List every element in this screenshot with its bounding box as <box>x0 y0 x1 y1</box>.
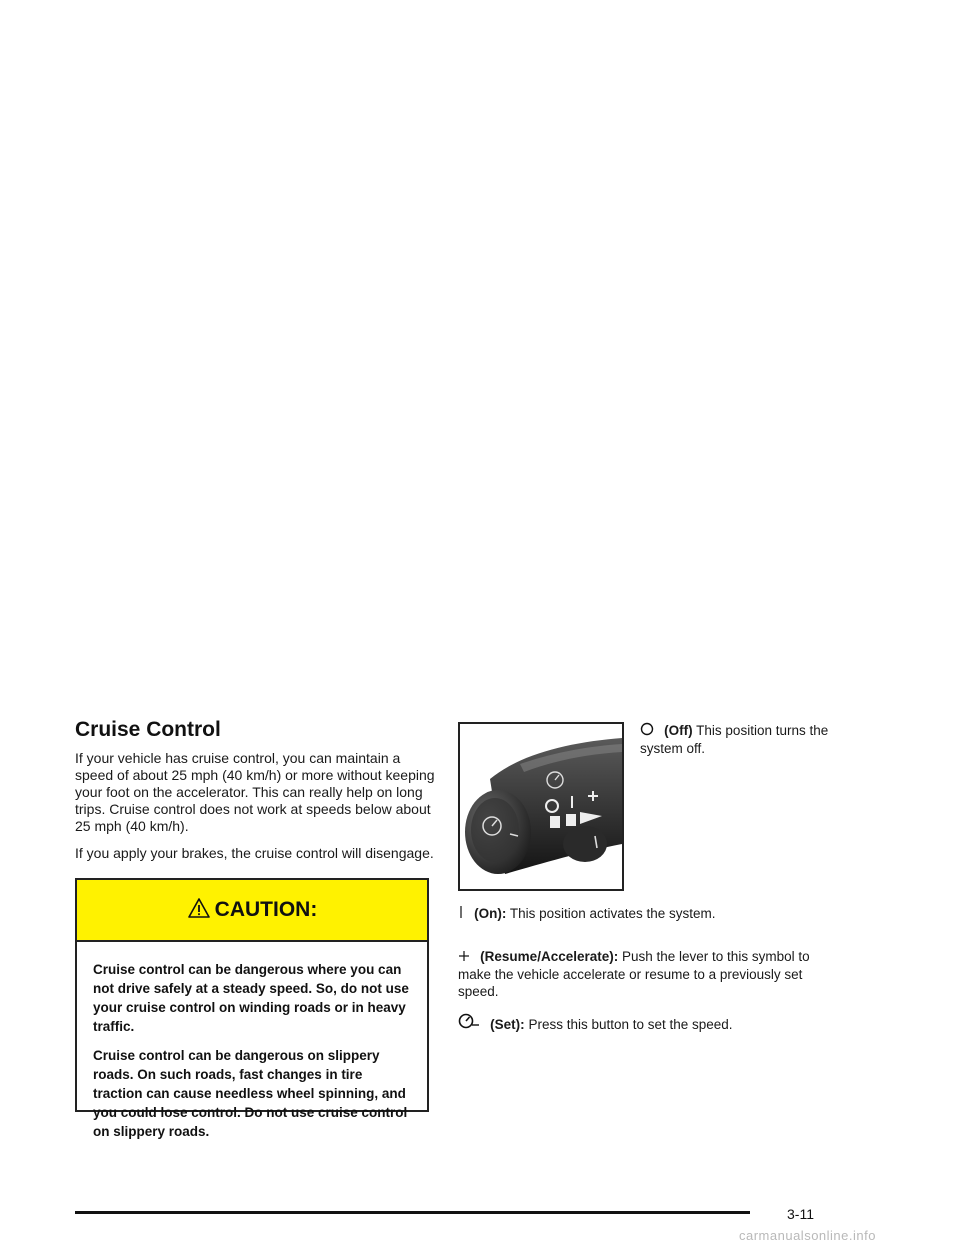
brake-paragraph: If you apply your brakes, the cruise control will disengage. <box>75 845 434 861</box>
resume-description <box>458 948 838 1000</box>
section-title: Cruise Control <box>75 718 221 741</box>
on-term: (On): <box>474 906 507 921</box>
footer-rule <box>75 1211 750 1214</box>
caution-paragraph: Cruise control can be dangerous on slippery roads. On such roads, fast changes in tire traction can cause needless wheel spinning, and you could lose control. Do not use cruise control on slippery roads. <box>93 1048 408 1139</box>
resume-term: (Resume/Accelerate): <box>480 949 619 964</box>
off-term: (Off) <box>664 723 693 738</box>
resume-text: Push the lever to this symbol to make the vehicle accelerate or resume to a previously set speed. <box>458 949 810 999</box>
caution-label: CAUTION: <box>214 898 318 921</box>
watermark: carmanualsonline.info <box>739 1228 876 1243</box>
intro-paragraph: If your vehicle has cruise control, you can maintain a speed of about 25 mph (40 km/h) or more without keeping your foot on the accelerator. This can really help on long trips. Cruise control does not work at speeds below about 25 mph (40 km/h). <box>75 750 435 834</box>
caution-paragraph: Cruise control can be dangerous where you can not drive safely at a steady speed. So, do not use your cruise control on winding roads or in heavy traffic. <box>93 962 409 1034</box>
bar-icon <box>458 906 468 923</box>
page-number: 3-11 <box>787 1206 814 1222</box>
plus-icon <box>458 949 474 966</box>
cruise-control-section <box>75 718 435 872</box>
warning-triangle-icon <box>187 897 211 924</box>
on-text: This position activates the system. <box>509 906 716 921</box>
caution-header <box>77 880 427 942</box>
caution-box <box>75 878 429 1139</box>
caution-body <box>77 942 427 1141</box>
off-text: This position turns the system off. <box>640 723 829 756</box>
on-description <box>458 905 838 923</box>
off-description <box>640 722 830 757</box>
cruise-lever-illustration <box>458 722 624 891</box>
circle-icon <box>640 723 658 740</box>
set-description <box>458 1012 838 1034</box>
speedometer-set-icon <box>458 1017 484 1034</box>
set-term: (Set): <box>490 1017 525 1032</box>
set-text: Press this button to set the speed. <box>528 1017 733 1032</box>
